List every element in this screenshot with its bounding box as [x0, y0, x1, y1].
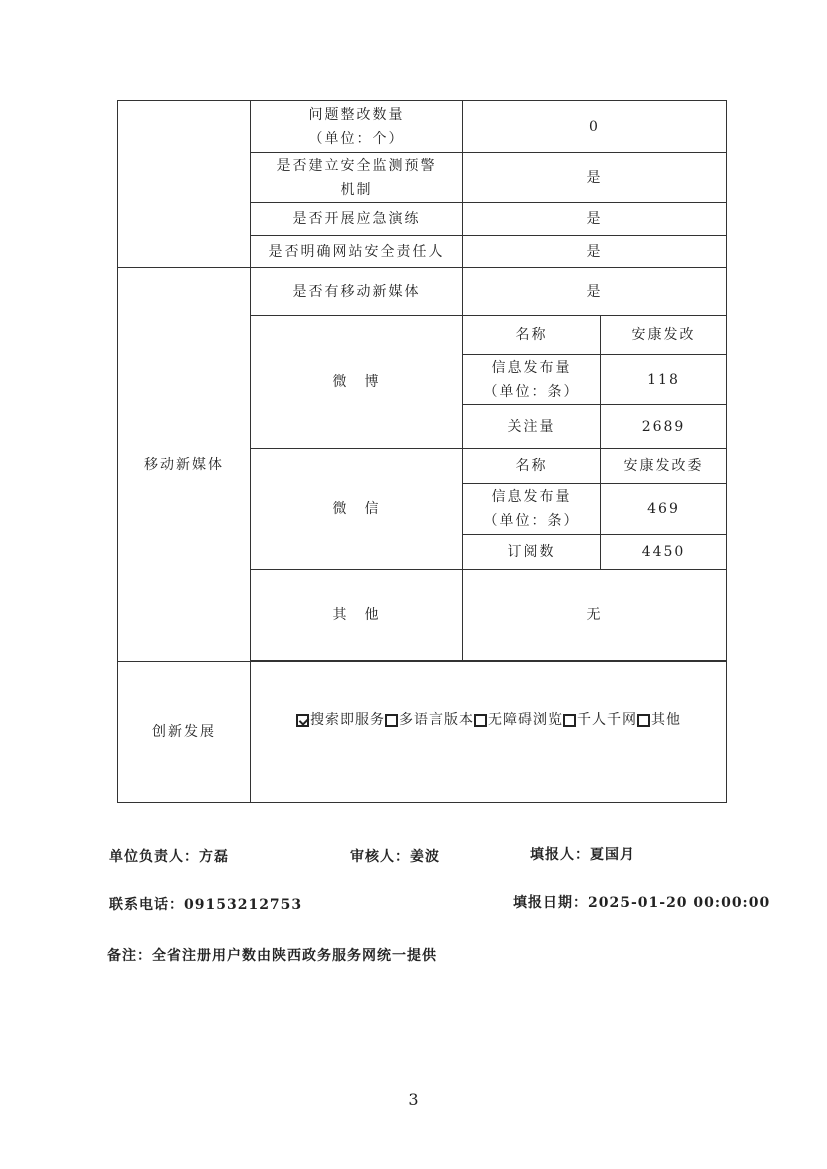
- wechat-name-label: 名称: [463, 449, 601, 484]
- innovation-option-label: 无障碍浏览: [488, 712, 563, 728]
- other-label: 其 他: [251, 570, 463, 661]
- checkbox-checked-icon[interactable]: [296, 714, 309, 727]
- security-section-cell: [118, 101, 251, 268]
- responsible-value: 是: [463, 236, 727, 268]
- innovation-option[interactable]: [296, 708, 385, 732]
- weibo-name-label: 名称: [463, 316, 601, 355]
- wechat-subscribers-label: 订阅数: [463, 535, 601, 570]
- checkbox-empty-icon[interactable]: [637, 714, 650, 727]
- weibo-label: 微 博: [251, 316, 463, 449]
- innovation-option[interactable]: [474, 708, 563, 732]
- weibo-name-value: 安康发改: [601, 316, 727, 355]
- has-new-media-value: 是: [463, 268, 727, 316]
- monitoring-value: 是: [463, 153, 727, 203]
- report-table: [117, 100, 727, 803]
- drill-value: 是: [463, 203, 727, 236]
- page-number: 3: [408, 1090, 419, 1109]
- new-media-section-label: 移动新媒体: [118, 268, 251, 662]
- innovation-option-label: 其他: [651, 712, 681, 728]
- innovation-option[interactable]: [637, 708, 681, 732]
- innovation-option[interactable]: [563, 708, 637, 732]
- weibo-posts-value: 118: [601, 355, 727, 405]
- filler: 填报人：夏国月: [530, 847, 635, 863]
- checkbox-empty-icon[interactable]: [563, 714, 576, 727]
- innovation-option-label: 多语言版本: [399, 712, 474, 728]
- checkbox-empty-icon[interactable]: [385, 714, 398, 727]
- wechat-posts-label: 信息发布量 （单位：条）: [463, 484, 601, 535]
- innovation-options: [255, 708, 722, 732]
- other-value: 无: [463, 570, 727, 661]
- innovation-options-cell: [251, 662, 727, 803]
- innovation-section-label: 创新发展: [118, 662, 251, 803]
- unit-head: 单位负责人：方磊: [109, 849, 229, 865]
- innovation-option[interactable]: [385, 708, 474, 732]
- remark-note: 备注：全省注册用户数由陕西政务服务网统一提供: [107, 948, 437, 964]
- wechat-subscribers-value: 4450: [601, 535, 727, 570]
- wechat-label: 微 信: [251, 449, 463, 570]
- wechat-posts-value: 469: [601, 484, 727, 535]
- innovation-option-label: 千人千网: [577, 712, 637, 728]
- innovation-option-label: 搜索即服务: [310, 712, 385, 728]
- fill-date: 填报日期：2025-01-20 00:00:00: [513, 895, 771, 911]
- contact-phone: 联系电话：09153212753: [109, 897, 303, 913]
- drill-label: 是否开展应急演练: [251, 203, 463, 236]
- rectification-count-label: 问题整改数量 （单位：个）: [251, 101, 463, 153]
- weibo-posts-label: 信息发布量 （单位：条）: [463, 355, 601, 405]
- weibo-followers-value: 2689: [601, 405, 727, 449]
- rectification-count-value: 0: [463, 101, 727, 153]
- weibo-followers-label: 关注量: [463, 405, 601, 449]
- checkbox-empty-icon[interactable]: [474, 714, 487, 727]
- responsible-label: 是否明确网站安全责任人: [251, 236, 463, 268]
- monitoring-label: 是否建立安全监测预警 机制: [251, 153, 463, 203]
- reviewer: 审核人：姜波: [350, 849, 440, 865]
- has-new-media-label: 是否有移动新媒体: [251, 268, 463, 316]
- wechat-name-value: 安康发改委: [601, 449, 727, 484]
